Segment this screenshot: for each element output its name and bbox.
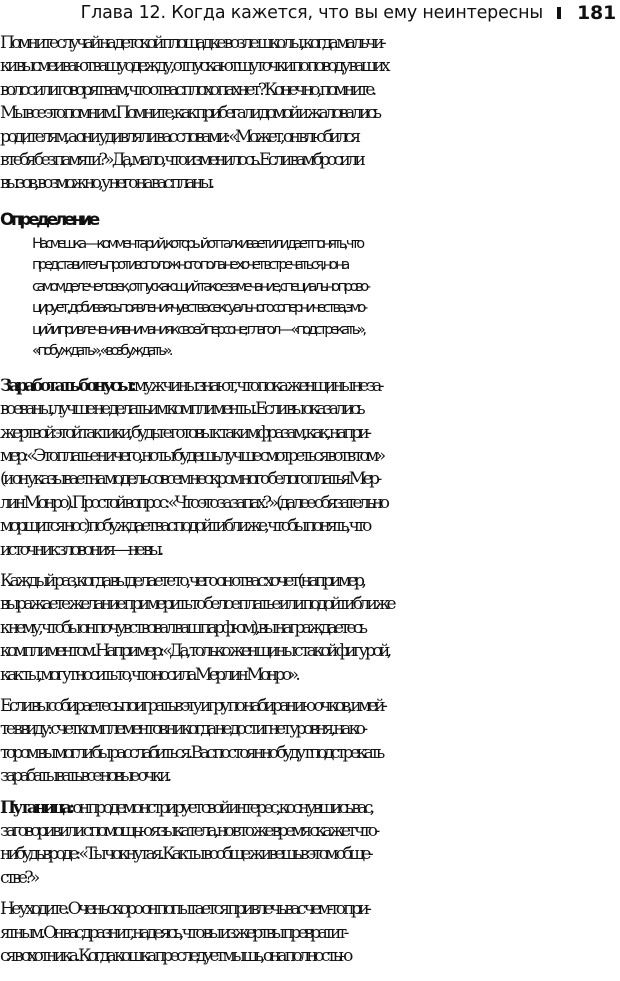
para3-line: комплиментом. Например: «Да, только женщины с такой фигурой, [0,641,389,662]
para6-line: ятным. Он вас дразнит, надеясь, что вы из жертвы превратит- [0,922,346,943]
para5-line: нибудь вроде: «Ты чокнутая. Как ты вообще живешь в этом обще- [0,844,371,865]
definition-line: Насмешка — комментарий, который отталкивает или дает понять, что [32,235,362,252]
para3-line: к нему, чтобы он почувствовал ваш парфюм), вы награждаетесь [0,617,365,638]
para2-first-line [0,375,620,397]
para2-first-rest: мужчины знают, что пока женщины не за- [133,375,381,396]
definition-line: «побуждать», «возбуждать». [32,343,171,360]
page-number: 181 [576,2,616,24]
para5-first-rest: он продемонстрирует свой интерес, коснувшись вас, [71,797,372,818]
para3-line: Каждый раз, когда вы делаете то, чего он от вас хочет (например, [0,571,364,591]
definition-line: цирует, добиваясь появления чувства сексуального соперничества, эмо- [32,300,365,317]
definition-line: представитель противоположного пола не хочет встречаться, но на [32,257,347,274]
para4-line: тором вы могли бы расслабиться. Вас постоянно будут подстрекать [0,742,382,763]
definition-line: самом деле человек, отпускающий такое замечание, специально прово- [32,278,368,295]
chapter-title: Глава 12. Когда кажется, что вы ему неинтересны [80,3,543,23]
para5-line: заговорив или с помощью языка тела, но в то же время скажет что- [0,821,377,841]
para5-lead: Путаница: [0,797,72,818]
square-bullet-icon [557,7,561,19]
para1-line: ки высмеивают вашу одежду, отпускают шуточки по поводу ваших [0,56,388,77]
para5-first-line [0,797,620,819]
para2-line: мер: «Это платье ничего, но ты будешь лучше смотреться вот в том» [0,446,383,466]
para2-line: морщится нос) побуждает вас подойти ближе, чтобы понять, что [0,516,369,537]
para2-line: жертвой этой тактики, будьте готовы к таким фразам, как, напри- [0,422,369,443]
para3-line: выражаете желание примерить то белое платье или подойти ближе [0,594,394,615]
para2-line: (и он указывает на модель совсем нескромного белого платья Мер- [0,469,379,490]
para1-line: Мы все это помним. Помните, как прибегали домой и жаловались [0,103,379,124]
para1-line: вызов, возможно, у него на вас планы. [0,173,212,194]
para1-line: Помните случай на детской площадке возле школы, когда мальчи- [0,33,384,53]
running-header [80,0,616,26]
para6-line: Не уходите. Очень скоро он попытается привлечь вас чем-то при- [0,899,369,920]
para3-line: как ты, могут носить то, что носила Мерлин Монро». [0,664,298,685]
para2-line: лин Монро). Простой вопрос: «Что это за запах?» (далее обязательно [0,492,387,513]
para4-line: те в виду: счет комплементов никогда не достигнет уровня, на ко- [0,719,365,740]
para2-lead: Заработать бонусы: [0,375,134,396]
definition-title: Определение [0,209,97,230]
para5-line: стве?» [0,867,37,888]
para4-line: Если вы собираетесь поиграть в эту игру по набиранию очков, имей- [0,696,385,716]
para1-line: волос или говорят вам, что от вас плохо пахнет? Конечно, помните. [0,79,374,100]
para1-line: в тебя без памяти?» Да, мало, что изменилось. Если вам бросили [0,150,363,170]
para4-line: зарабатывать все новые очки. [0,766,169,787]
para6-line: ся в охотника. Когда кошка преследует мышь, она полностью [0,946,350,966]
para1-line: родителям, а они удивляли вас словами: «Может, он влюбился [0,126,358,147]
para2-line: воеваны, лучше не делать им комплименты. Если вы оказались [0,399,363,420]
para2-line: источник зловония — не вы. [0,539,161,560]
definition-line: ций и привлечения внимания к своей персоне; глагол — «подстрекать», [32,321,364,338]
